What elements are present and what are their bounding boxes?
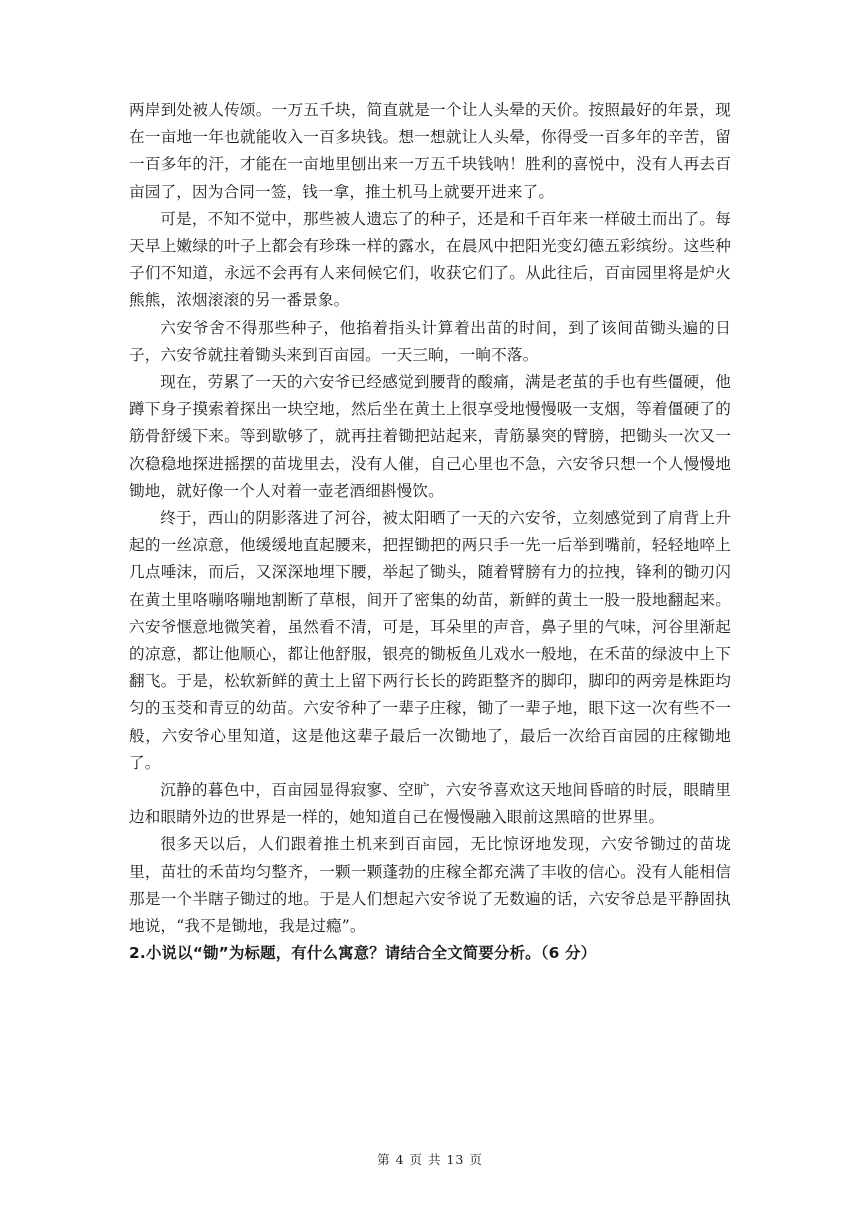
paragraph-2: 可是，不知不觉中，那些被人遗忘了的种子，还是和千百年来一样破土而出了。每天早上嫩绿的叶子上都会有珍珠一样的露水，在晨风中把阳光变幻德五彩缤纷。这些种子们不知道，永远不会再有人来伺候它们，收获它们了。从此往后，百亩园里将是炉火熊熊，浓烟滚滚的另一番景象。	[129, 209, 731, 310]
paragraph-7: 很多天以后，人们跟着推土机来到百亩园，无比惊讶地发现，六安爷锄过的苗垅里，苗壮的禾苗均匀整齐，一颗一颗蓬勃的庄稼全都充满了丰收的信心。没有人能相信那是一个半瞎子锄过的地。于是人们想起六安爷说了无数遍的话，六安爷总是平静固执地说，“我不是锄地，我是过瘾”。	[129, 835, 731, 936]
paragraph-3: 六安爷舍不得那些种子，他掐着指头计算着出苗的时间，到了该间苗锄头遍的日子，六安爷就拄着锄头来到百亩园。一天三晌，一晌不落。	[129, 318, 731, 364]
paragraph-6: 沉静的暮色中，百亩园显得寂寥、空旷，六安爷喜欢这天地间昏暗的时辰，眼睛里边和眼睛外边的世界是一样的，她知道自己在慢慢融入眼前这黑暗的世界里。	[129, 781, 731, 827]
paragraph-1: 两岸到处被人传颂。一万五千块，简直就是一个让人头晕的天价。按照最好的年景，现在一亩地一年也就能收入一百多块钱。想一想就让人头晕，你得受一百多年的辛苦，留一百多年的汗，才能在一亩地里刨出来一万五千块钱呐！胜利的喜悦中，没有人再去百亩园了，因为合同一签，钱一拿，推土机马上就要开进来了。	[129, 101, 731, 201]
paragraph-4: 现在，劳累了一天的六安爷已经感觉到腰背的酸痛，满是老茧的手也有些僵硬，他蹲下身子摸索着探出一块空地，然后坐在黄土上很享受地慢慢吸一支烟，等着僵硬了的筋骨舒缓下来。等到歇够了，就再拄着锄把站起来，青筋暴突的臂膀，把锄头一次又一次稳稳地探进摇摆的苗垅里去，没有人催，自己心里也不急，六安爷只想一个人慢慢地锄地，就好像一个人对着一壶老酒细斟慢饮。	[129, 373, 731, 500]
page-number-footer: 第 4 页 共 13 页	[377, 1152, 483, 1167]
paragraph-5: 终于，西山的阴影落进了河谷，被太阳晒了一天的六安爷，立刻感觉到了肩背上升起的一丝凉意，他缓缓地直起腰来，把捏锄把的两只手一先一后举到嘴前，轻轻地啐上几点唾沫，而后，又深深地埋下腰，举起了锄头，随着臂膀有力的拉拽，锋利的锄刃闪在黄土里咯嘣咯嘣地割断了草根，间开了密集的幼苗，新鲜的黄土一股一股地翻起来。六安爷惬意地微笑着，虽然看不清，可是，耳朵里的声音，鼻子里的气味，河谷里渐起的凉意，都让他顺心，都让他舒服，银亮的锄板鱼儿戏水一般地，在禾苗的绿波中上下翻飞。于是，松软新鲜的黄土上留下两行长长的跨距整齐的脚印，脚印的两旁是株距均匀的玉茭和青豆的幼苗。六安爷种了一辈子庄稼，锄了一辈子地，眼下这一次有些不一般，六安爷心里知道，这是他这辈子最后一次锄地了，最后一次给百亩园的庄稼锄地了。	[129, 509, 731, 772]
question-2: 2.小说以“锄”为标题，有什么寓意？请结合全文简要分析。（6 分）	[129, 944, 597, 963]
document-body	[129, 97, 731, 968]
